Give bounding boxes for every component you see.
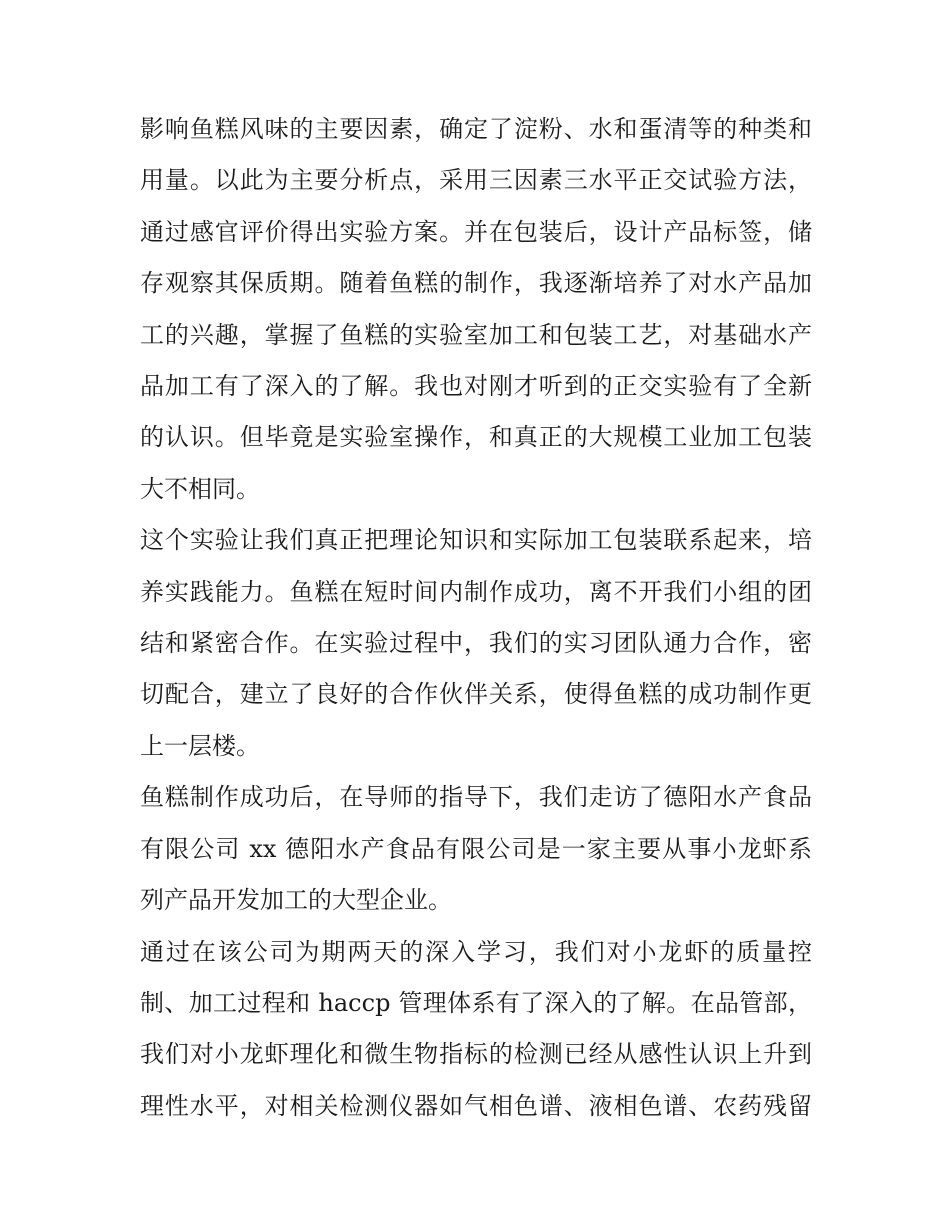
text-line: 有限公司 xx 德阳水产食品有限公司是一家主要从事小龙虾系	[140, 834, 812, 863]
text-line: 制、加工过程和 haccp 管理体系有了深入的了解。在品管部，	[140, 988, 812, 1017]
paragraph-quality-control	[140, 927, 812, 1133]
paragraph-teamwork	[140, 515, 812, 772]
text-line: 我们对小龙虾理化和微生物指标的检测已经从感性认识上升到	[140, 1040, 812, 1069]
text-line: 上一层楼。	[140, 731, 260, 760]
paragraph-fish-cake-flavor	[140, 104, 812, 515]
text-line: 列产品开发加工的大型企业。	[140, 886, 452, 915]
paragraph-company-visit	[140, 772, 812, 926]
text-line: 通过感官评价得出实验方案。并在包装后，设计产品标签，储	[140, 217, 812, 246]
text-line: 切配合，建立了良好的合作伙伴关系，使得鱼糕的成功制作更	[140, 680, 812, 709]
text-line: 通过在该公司为期两天的深入学习，我们对小龙虾的质量控	[140, 937, 812, 966]
document-body	[140, 104, 812, 1132]
text-line: 结和紧密合作。在实验过程中，我们的实习团队通力合作，密	[140, 629, 812, 658]
text-line: 鱼糕制作成功后，在导师的指导下，我们走访了德阳水产食品	[140, 783, 812, 812]
text-line: 影响鱼糕风味的主要因素，确定了淀粉、水和蛋清等的种类和	[140, 115, 812, 143]
text-line: 养实践能力。鱼糕在短时间内制作成功，离不开我们小组的团	[140, 577, 812, 606]
text-line: 品加工有了深入的了解。我也对刚才听到的正交实验有了全新	[140, 372, 812, 401]
text-line: 用量。以此为主要分析点，采用三因素三水平正交试验方法，	[140, 166, 812, 195]
text-line: 大不相同。	[140, 474, 260, 503]
text-line: 的认识。但毕竟是实验室操作，和真正的大规模工业加工包装	[140, 423, 812, 452]
text-line: 存观察其保质期。随着鱼糕的制作，我逐渐培养了对水产品加	[140, 269, 812, 298]
text-line: 理性水平，对相关检测仪器如气相色谱、液相色谱、农药残留	[140, 1091, 812, 1120]
text-line: 工的兴趣，掌握了鱼糕的实验室加工和包装工艺，对基础水产	[140, 320, 812, 349]
text-line: 这个实验让我们真正把理论知识和实际加工包装联系起来，培	[140, 526, 812, 555]
